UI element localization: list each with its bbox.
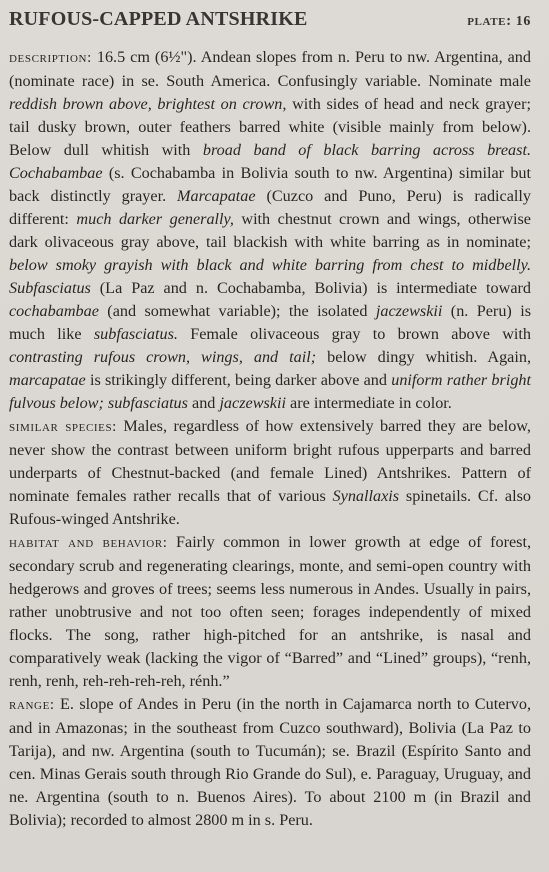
description-text: (and somewhat variable); the isolated: [98, 302, 376, 320]
description-italic: reddish brown above, brightest on crown,: [9, 95, 287, 113]
description-text: below dingy whitish. Again,: [316, 348, 531, 366]
description-italic: jaczewskii: [219, 394, 286, 412]
range-heading: range:: [9, 697, 55, 713]
range-section: [9, 693, 531, 832]
page-header: [9, 8, 531, 38]
description-text: (s. Cochabamba in Bolivia south to nw. Argentina) similar but back distinctly grayer.: [9, 164, 531, 205]
species-title: RUFOUS-CAPPED ANTSHRIKE: [9, 8, 308, 30]
description-text: is strikingly different, being darker above and: [85, 371, 392, 389]
plate-label: plate:: [467, 13, 512, 29]
description-italic: uniform rather bright fulvous below; subfasciatus: [9, 371, 532, 412]
habitat-section: [9, 531, 531, 693]
habitat-text: Fairly common in lower growth at edge of forest, secondary scrub and regenerating clearings, monte, and semi-open country with hedgerows and groves of trees; seems less numerous in Andes. Usually in pairs, rather unobtrusive and not too often seen; forages independently of mixed flocks. The song, rather high-pitched for an antshrike, is nasal and comparatively weak (lacking the vigor of “Barred” and “Lined” groups), “renh, renh, renh, reh-reh-reh-reh, rénh.”: [9, 533, 531, 690]
plate-reference: [467, 13, 531, 30]
plate-number: 16: [515, 14, 531, 29]
description-italic: broad band of black barring across breast. Cochabambae: [9, 141, 531, 182]
description-italic: jaczewskii: [375, 302, 443, 320]
description-text: (Cuzco and Puno, Peru) is radically different:: [9, 187, 531, 228]
description-text: (n. Peru) is much like: [9, 302, 531, 343]
description-italic: contrasting rufous crown, wings, and tail;: [9, 348, 317, 366]
description-italic: Marcapatae: [177, 187, 256, 205]
description-text: 16.5 cm (6½"). Andean slopes from n. Peru to nw. Argentina, and (nominate race) in se. South America. Confusingly variable. Nominate male: [9, 48, 531, 90]
range-text: E. slope of Andes in Peru (in the north in Cajamarca north to Cutervo, and in Amazonas; in the southeast from Cuzco southward), Bolivia (La Paz to Tarija), and nw. Argentina (south to Tucumán); se. Brazil (Espírito Santo and cen. Minas Gerais south through Rio Grande do Sul), e. Paraguay, Uruguay, and ne. Argentina (south to n. Buenos Aires). To about 2100 m (in Brazil and Bolivia); recorded to almost 2800 m in s. Peru.: [9, 695, 531, 829]
description-text: are intermediate in color.: [285, 394, 452, 412]
habitat-heading: habitat and behavior:: [9, 535, 168, 551]
description-section: [9, 46, 531, 415]
description-italic: cochabambae: [9, 302, 99, 320]
description-italic: subfasciatus.: [93, 325, 178, 343]
similar-species-italic: Synallaxis: [332, 487, 400, 505]
similar-species-text: spinetails. Cf. also Rufous-winged Antshrike.: [9, 487, 531, 528]
similar-species-text: Males, regardless of how extensively barred they are below, never show the contrast between uniform bright rufous upperparts and barred underparts of Chestnut-backed (and female Lined) Antshrikes. Pattern of nominate females rather recalls that of various: [9, 417, 531, 505]
description-text: and: [187, 394, 220, 412]
description-text: Female olivaceous gray to brown above with: [177, 325, 531, 343]
description-italic: marcapatae: [9, 371, 86, 389]
description-text: with chestnut crown and wings, otherwise dark olivaceous gray above, tail blackish with white barring as in nominate;: [9, 210, 531, 251]
description-text: with sides of head and neck grayer; tail dusky brown, outer feathers barred white (visible mainly from below). Below dull whitish with: [9, 95, 531, 159]
description-italic: much darker generally,: [76, 210, 234, 228]
description-italic: below smoky grayish with black and white barring from chest to midbelly. Subfasciatus: [9, 256, 531, 297]
description-heading: description:: [9, 50, 92, 66]
similar-species-heading: similar species:: [9, 419, 117, 435]
description-text: (La Paz and n. Cochabamba, Bolivia) is intermediate toward: [90, 279, 531, 297]
similar-species-section: [9, 415, 531, 531]
